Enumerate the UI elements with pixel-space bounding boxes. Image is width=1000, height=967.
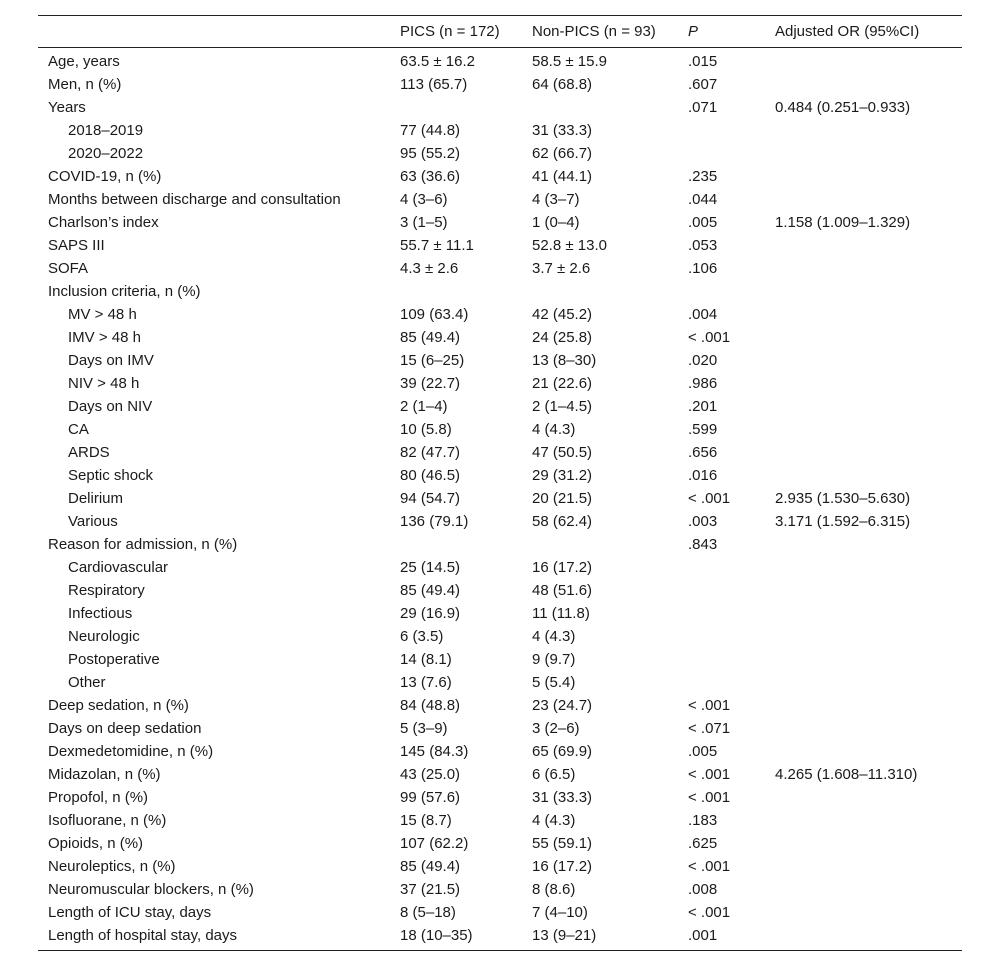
non-pics-value: 52.8 ± 13.0 — [532, 237, 607, 254]
pics-value: 84 (48.8) — [400, 697, 461, 714]
p-value: .599 — [688, 421, 718, 438]
table-row — [38, 740, 962, 763]
non-pics-value: 24 (25.8) — [532, 329, 593, 346]
row-label: Age, years — [48, 53, 120, 70]
pics-value — [390, 533, 522, 556]
header-label-column — [38, 16, 390, 48]
non-pics-value: 4 (3–7) — [532, 191, 580, 208]
p-value: < .001 — [688, 789, 731, 806]
p-value: .986 — [688, 375, 718, 392]
p-value — [678, 602, 765, 625]
pics-value: 82 (47.7) — [400, 444, 461, 461]
table-row — [38, 395, 962, 418]
row-label: Men, n (%) — [48, 76, 122, 93]
pics-value: 94 (54.7) — [400, 490, 461, 507]
p-value: .607 — [688, 76, 718, 93]
adjusted-or-value — [765, 694, 962, 717]
p-value: .625 — [688, 835, 718, 852]
row-label: SOFA — [48, 260, 89, 277]
row-label: Cardiovascular — [68, 559, 169, 576]
row-label: Deep sedation, n (%) — [48, 697, 189, 714]
adjusted-or-value: 1.158 (1.009–1.329) — [775, 214, 911, 231]
non-pics-value: 5 (5.4) — [532, 674, 576, 691]
table-row — [38, 832, 962, 855]
non-pics-value: 1 (0–4) — [532, 214, 580, 231]
p-value: .201 — [688, 398, 718, 415]
adjusted-or-value — [765, 257, 962, 280]
p-value — [678, 648, 765, 671]
table-row — [38, 579, 962, 602]
table-row — [38, 349, 962, 372]
pics-value: 107 (62.2) — [400, 835, 469, 852]
adjusted-or-value — [765, 48, 962, 74]
pics-value: 80 (46.5) — [400, 467, 461, 484]
row-label: Postoperative — [68, 651, 160, 668]
header-row — [38, 16, 962, 48]
p-value — [678, 142, 765, 165]
row-label: Neuroleptics, n (%) — [48, 858, 176, 875]
pics-value: 2 (1–4) — [400, 398, 448, 415]
p-value: .005 — [688, 743, 718, 760]
adjusted-or-value — [765, 119, 962, 142]
non-pics-value: 31 (33.3) — [532, 122, 593, 139]
non-pics-value: 23 (24.7) — [532, 697, 593, 714]
adjusted-or-value — [765, 349, 962, 372]
adjusted-or-value — [765, 234, 962, 257]
table-row — [38, 510, 962, 533]
header-pics: PICS (n = 172) — [400, 23, 500, 40]
non-pics-value: 3.7 ± 2.6 — [532, 260, 591, 277]
non-pics-value: 64 (68.8) — [532, 76, 593, 93]
pics-value: 77 (44.8) — [400, 122, 461, 139]
table-row — [38, 211, 962, 234]
row-label: Infectious — [68, 605, 133, 622]
non-pics-value: 31 (33.3) — [532, 789, 593, 806]
p-value: < .001 — [688, 766, 731, 783]
table-row — [38, 763, 962, 786]
adjusted-or-value — [765, 809, 962, 832]
table-container — [38, 15, 962, 951]
table-row — [38, 303, 962, 326]
pics-value — [390, 280, 522, 303]
adjusted-or-value — [765, 671, 962, 694]
non-pics-value — [522, 533, 678, 556]
p-value: .008 — [688, 881, 718, 898]
row-label: Propofol, n (%) — [48, 789, 149, 806]
non-pics-value — [522, 280, 678, 303]
pics-value: 99 (57.6) — [400, 789, 461, 806]
adjusted-or-value — [765, 717, 962, 740]
table-row — [38, 326, 962, 349]
table-row — [38, 625, 962, 648]
row-label: Days on NIV — [68, 398, 153, 415]
adjusted-or-value — [765, 533, 962, 556]
header-adjusted-or: Adjusted OR (95%CI) — [775, 23, 920, 40]
adjusted-or-value — [765, 188, 962, 211]
table-row — [38, 234, 962, 257]
adjusted-or-value — [765, 855, 962, 878]
row-label: Charlson’s index — [48, 214, 159, 231]
table-row — [38, 165, 962, 188]
table-row — [38, 648, 962, 671]
adjusted-or-value — [765, 395, 962, 418]
pics-value: 85 (49.4) — [400, 858, 461, 875]
p-value: .016 — [688, 467, 718, 484]
non-pics-value: 13 (9–21) — [532, 927, 597, 944]
table-row — [38, 694, 962, 717]
row-label: 2018–2019 — [68, 122, 144, 139]
row-label: Days on IMV — [68, 352, 154, 369]
p-value: .001 — [688, 927, 718, 944]
p-value: .004 — [688, 306, 718, 323]
row-label: Delirium — [68, 490, 124, 507]
pics-value: 10 (5.8) — [400, 421, 452, 438]
row-label: Reason for admission, n (%) — [48, 536, 238, 553]
header-non-pics: Non-PICS (n = 93) — [532, 23, 656, 40]
pics-value: 109 (63.4) — [400, 306, 469, 323]
non-pics-value: 42 (45.2) — [532, 306, 593, 323]
non-pics-value: 16 (17.2) — [532, 858, 593, 875]
pics-value: 18 (10–35) — [400, 927, 473, 944]
pics-value: 113 (65.7) — [400, 76, 468, 93]
non-pics-value: 29 (31.2) — [532, 467, 593, 484]
non-pics-value: 6 (6.5) — [532, 766, 576, 783]
table-row — [38, 556, 962, 579]
adjusted-or-value: 0.484 (0.251–0.933) — [775, 99, 911, 116]
table-row — [38, 441, 962, 464]
row-label: Other — [68, 674, 106, 691]
pics-value: 39 (22.7) — [400, 375, 461, 392]
row-label: Midazolan, n (%) — [48, 766, 161, 783]
adjusted-or-value — [765, 602, 962, 625]
table-header — [38, 16, 962, 48]
table-row — [38, 901, 962, 924]
non-pics-value: 16 (17.2) — [532, 559, 593, 576]
p-value: .005 — [688, 214, 718, 231]
p-value — [678, 671, 765, 694]
p-value: .656 — [688, 444, 718, 461]
adjusted-or-value — [765, 740, 962, 763]
p-value: .044 — [688, 191, 718, 208]
pics-value: 85 (49.4) — [400, 582, 461, 599]
p-value — [678, 119, 765, 142]
p-value: .003 — [688, 513, 718, 530]
table-row — [38, 464, 962, 487]
table-row — [38, 533, 962, 556]
adjusted-or-value — [765, 901, 962, 924]
p-value: .183 — [688, 812, 718, 829]
row-label: MV > 48 h — [68, 306, 137, 323]
table-row — [38, 188, 962, 211]
header-p-value: P — [688, 23, 699, 40]
row-label: Various — [68, 513, 118, 530]
p-value: < .071 — [688, 720, 731, 737]
p-value: .015 — [688, 53, 718, 70]
pics-value: 6 (3.5) — [400, 628, 444, 645]
row-label: Respiratory — [68, 582, 145, 599]
pics-value: 29 (16.9) — [400, 605, 461, 622]
non-pics-value: 9 (9.7) — [532, 651, 576, 668]
pics-value: 4 (3–6) — [400, 191, 448, 208]
p-value: .843 — [688, 536, 718, 553]
non-pics-value: 4 (4.3) — [532, 628, 576, 645]
pics-value: 13 (7.6) — [400, 674, 452, 691]
pics-value: 25 (14.5) — [400, 559, 461, 576]
adjusted-or-value — [765, 280, 962, 303]
data-table — [38, 15, 962, 951]
row-label: NIV > 48 h — [68, 375, 140, 392]
adjusted-or-value — [765, 142, 962, 165]
table-row — [38, 487, 962, 510]
row-label: Septic shock — [68, 467, 154, 484]
p-value: < .001 — [688, 697, 731, 714]
row-label: Months between discharge and consultation — [48, 191, 341, 208]
row-label: Length of hospital stay, days — [48, 927, 238, 944]
table-row — [38, 73, 962, 96]
pics-value: 37 (21.5) — [400, 881, 461, 898]
non-pics-value: 8 (8.6) — [532, 881, 576, 898]
pics-value: 63.5 ± 16.2 — [400, 53, 475, 70]
table-row — [38, 280, 962, 303]
row-label: Isofluorane, n (%) — [48, 812, 167, 829]
p-value: < .001 — [688, 904, 731, 921]
pics-value: 15 (6–25) — [400, 352, 465, 369]
non-pics-value: 2 (1–4.5) — [532, 398, 593, 415]
p-value — [678, 556, 765, 579]
non-pics-value: 7 (4–10) — [532, 904, 588, 921]
row-label: Neurologic — [68, 628, 140, 645]
row-label: Opioids, n (%) — [48, 835, 144, 852]
non-pics-value: 47 (50.5) — [532, 444, 593, 461]
non-pics-value: 20 (21.5) — [532, 490, 593, 507]
non-pics-value — [522, 96, 678, 119]
pics-value — [390, 96, 522, 119]
adjusted-or-value — [765, 579, 962, 602]
table-row — [38, 96, 962, 119]
table-row — [38, 878, 962, 901]
adjusted-or-value — [765, 73, 962, 96]
pics-value: 8 (5–18) — [400, 904, 456, 921]
row-label: 2020–2022 — [68, 145, 144, 162]
row-label: Dexmedetomidine, n (%) — [48, 743, 214, 760]
adjusted-or-value — [765, 832, 962, 855]
p-value: .106 — [688, 260, 718, 277]
table-row — [38, 372, 962, 395]
p-value: .071 — [688, 99, 718, 116]
non-pics-value: 3 (2–6) — [532, 720, 580, 737]
table-row — [38, 48, 962, 74]
table-row — [38, 142, 962, 165]
non-pics-value: 62 (66.7) — [532, 145, 593, 162]
pics-value: 85 (49.4) — [400, 329, 461, 346]
adjusted-or-value — [765, 303, 962, 326]
pics-value: 14 (8.1) — [400, 651, 452, 668]
p-value: .020 — [688, 352, 718, 369]
pics-value: 43 (25.0) — [400, 766, 461, 783]
non-pics-value: 11 (11.8) — [532, 605, 590, 622]
row-label: SAPS III — [48, 237, 105, 254]
adjusted-or-value — [765, 786, 962, 809]
row-label: Length of ICU stay, days — [48, 904, 212, 921]
pics-value: 4.3 ± 2.6 — [400, 260, 459, 277]
table-row — [38, 418, 962, 441]
row-label: COVID-19, n (%) — [48, 168, 162, 185]
pics-value: 5 (3–9) — [400, 720, 448, 737]
pics-value: 63 (36.6) — [400, 168, 461, 185]
adjusted-or-value: 4.265 (1.608–11.310) — [775, 766, 918, 783]
p-value: .053 — [688, 237, 718, 254]
non-pics-value: 55 (59.1) — [532, 835, 593, 852]
adjusted-or-value — [765, 165, 962, 188]
pics-value: 55.7 ± 11.1 — [400, 237, 474, 254]
pics-value: 145 (84.3) — [400, 743, 469, 760]
non-pics-value: 21 (22.6) — [532, 375, 593, 392]
p-value: < .001 — [688, 858, 731, 875]
adjusted-or-value — [765, 464, 962, 487]
adjusted-or-value — [765, 648, 962, 671]
table-row — [38, 602, 962, 625]
adjusted-or-value — [765, 625, 962, 648]
pics-value: 3 (1–5) — [400, 214, 448, 231]
adjusted-or-value — [765, 372, 962, 395]
non-pics-value: 58 (62.4) — [532, 513, 593, 530]
non-pics-value: 41 (44.1) — [532, 168, 593, 185]
non-pics-value: 65 (69.9) — [532, 743, 593, 760]
non-pics-value: 4 (4.3) — [532, 421, 576, 438]
pics-value: 15 (8.7) — [400, 812, 452, 829]
adjusted-or-value — [765, 326, 962, 349]
table-row — [38, 257, 962, 280]
pics-value: 136 (79.1) — [400, 513, 469, 530]
p-value: .235 — [688, 168, 718, 185]
adjusted-or-value — [765, 556, 962, 579]
table-row — [38, 924, 962, 951]
row-label: IMV > 48 h — [68, 329, 141, 346]
table-row — [38, 809, 962, 832]
row-label: Years — [48, 99, 86, 116]
row-label: Days on deep sedation — [48, 720, 202, 737]
adjusted-or-value — [765, 418, 962, 441]
non-pics-value: 13 (8–30) — [532, 352, 597, 369]
row-label: ARDS — [68, 444, 110, 461]
adjusted-or-value — [765, 441, 962, 464]
p-value — [678, 280, 765, 303]
p-value: < .001 — [688, 329, 731, 346]
non-pics-value: 48 (51.6) — [532, 582, 593, 599]
table-row — [38, 855, 962, 878]
non-pics-value: 58.5 ± 15.9 — [532, 53, 607, 70]
table-body — [38, 48, 962, 951]
adjusted-or-value: 2.935 (1.530–5.630) — [775, 490, 911, 507]
row-label: CA — [68, 421, 89, 438]
row-label: Neuromuscular blockers, n (%) — [48, 881, 254, 898]
table-row — [38, 786, 962, 809]
p-value — [678, 579, 765, 602]
table-row — [38, 717, 962, 740]
table-row — [38, 671, 962, 694]
row-label: Inclusion criteria, n (%) — [48, 283, 201, 300]
p-value: < .001 — [688, 490, 731, 507]
adjusted-or-value — [765, 878, 962, 901]
pics-value: 95 (55.2) — [400, 145, 461, 162]
adjusted-or-value — [765, 924, 962, 951]
table-row — [38, 119, 962, 142]
adjusted-or-value: 3.171 (1.592–6.315) — [775, 513, 911, 530]
p-value — [678, 625, 765, 648]
non-pics-value: 4 (4.3) — [532, 812, 576, 829]
